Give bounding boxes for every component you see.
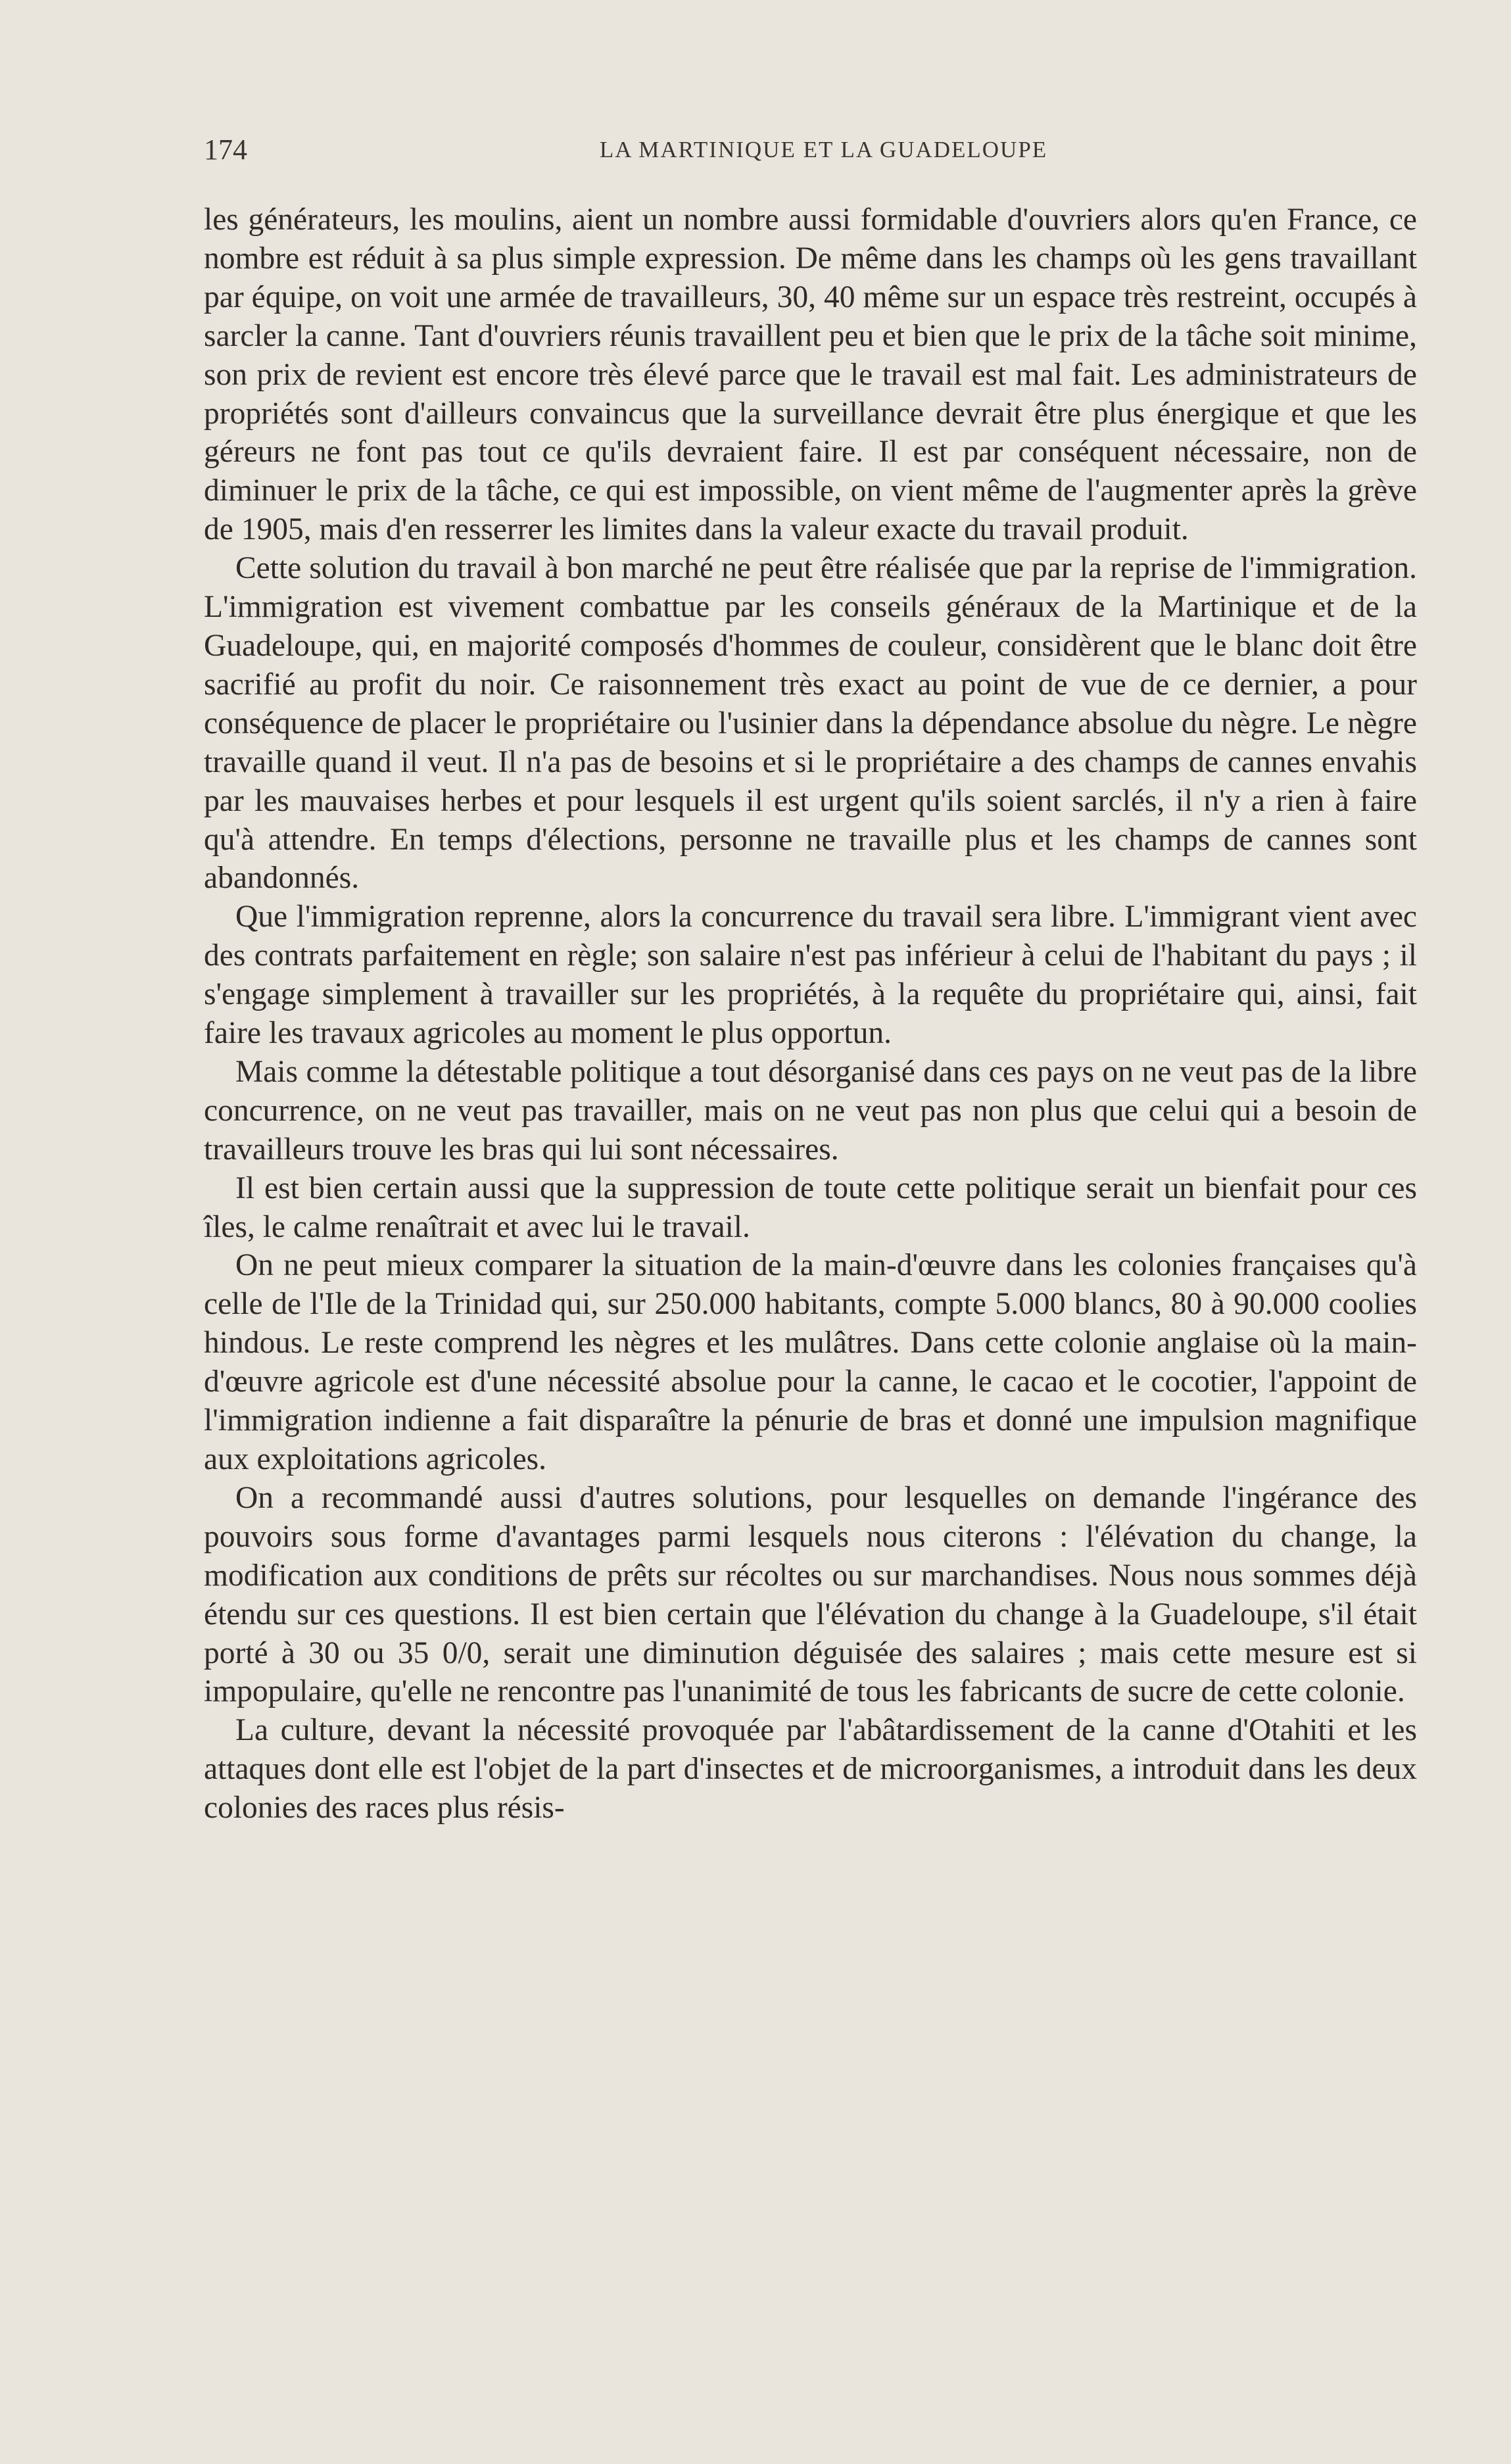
paragraph-1: les générateurs, les moulins, aient un nombre aussi formidable d'ouvriers alors qu'en France, ce nombre est réduit à sa plus simple expression. De même dans les champs où les gens travaillant par équipe, on voit une armée de travailleurs, 30, 40 même sur un espace très restreint, occupés à sarcler la canne. Tant d'ouvriers réunis travaillent peu et bien que le prix de la tâche soit minime, son prix de revient est encore très élevé parce que le travail est mal fait. Les administrateurs de propriétés sont d'ailleurs convaincus que la surveillance devrait être plus énergique et que les géreurs ne font pas tout ce qu'ils devraient faire. Il est par conséquent nécessaire, non de diminuer le prix de la tâche, ce qui est impossible, on vient même de l'augmenter après la grève de 1905, mais d'en resserrer les limites dans la valeur exacte du travail produit. [204,203,1417,547]
paragraph-8: La culture, devant la nécessité provoquée par l'abâtardissement de la canne d'Otahiti et les attaques dont elle est l'objet de la part d'insectes et de microorganismes, a introduit dans les deux colonies des races plus résis- [204,1713,1417,1825]
paragraph-7: On a recommandé aussi d'autres solutions, pour lesquelles on demande l'ingérance des pouvoirs sous forme d'avantages parmi lesquels nous citerons : l'élévation du change, la modification aux conditions de prêts sur récoltes ou sur marchandises. Nous nous sommes déjà étendu sur ces questions. Il est bien certain que l'élévation du change à la Guadeloupe, s'il était porté à 30 ou 35 0/0, serait une diminution déguisée des salaires ; mais cette mesure est si impopulaire, qu'elle ne rencontre pas l'unanimité de tous les fabricants de sucre de cette colonie. [204,1480,1417,1709]
body-text [204,201,1417,1827]
paragraph-3: Que l'immigration reprenne, alors la concurrence du travail sera libre. L'immigrant vient avec des contrats parfaitement en règle; son salaire n'est pas inférieur à celui de l'habitant du pays ; il s'engage simplement à travailler sur les propriétés, à la requête du propriétaire qui, ainsi, fait faire les travaux agricoles au moment le plus opportun. [204,900,1417,1051]
running-title: LA MARTINIQUE ET LA GUADELOUPE [599,137,1048,162]
page-number: 174 [204,133,247,166]
paragraph-2: Cette solution du travail à bon marché ne peut être réalisée que par la reprise de l'immigration. L'immigration est vivement combattue par les conseils généraux de la Martinique et de la Guadeloupe, qui, en majorité composés d'hommes de couleur, considèrent que le blanc doit être sacrifié au profit du noir. Ce raisonnement très exact au point de vue de ce dernier, a pour conséquence de placer le propriétaire ou l'usinier dans la dépendance absolue du nègre. Le nègre travaille quand il veut. Il n'a pas de besoins et si le propriétaire a des champs de cannes envahis par les mauvaises herbes et pour lesquels il est urgent qu'ils soient sarclés, il n'y a rien à faire qu'à attendre. En temps d'élections, personne ne travaille plus et les champs de cannes sont abandonnés. [204,551,1417,896]
paragraph-6: On ne peut mieux comparer la situation de la main-d'œuvre dans les colonies françaises qu'à celle de l'Ile de la Trinidad qui, sur 250.000 habitants, compte 5.000 blancs, 80 à 90.000 coolies hindous. Le reste comprend les nègres et les mulâtres. Dans cette colonie anglaise où la main-d'œuvre agricole est d'une nécessité absolue pour la canne, le cacao et le cocotier, l'appoint de l'immigration indienne a fait disparaître la pénurie de bras et donné une impulsion magnifique aux exploitations agricoles. [204,1248,1417,1476]
paragraph-4: Mais comme la détestable politique a tout désorganisé dans ces pays on ne veut pas de la libre concurrence, on ne veut pas travailler, mais on ne veut pas non plus que celui qui a besoin de travailleurs trouve les bras qui lui sont nécessaires. [204,1054,1417,1167]
page-header [204,130,1417,170]
paragraph-5: Il est bien certain aussi que la suppression de toute cette politique serait un bienfait pour ces îles, le calme renaîtrait et avec lui le travail. [204,1171,1417,1244]
